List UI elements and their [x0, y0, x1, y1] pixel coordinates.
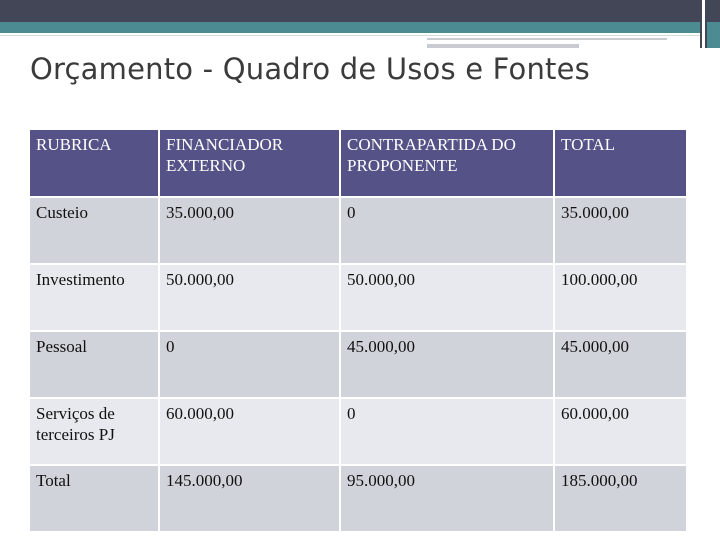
table-row [29, 264, 687, 331]
cell-financiador: 35.000,00 [159, 197, 340, 264]
cell-financiador: 145.000,00 [159, 465, 340, 532]
cell-total: 60.000,00 [554, 398, 687, 465]
cell-total: 45.000,00 [554, 331, 687, 398]
decor-line-2 [427, 44, 579, 48]
corner-gap [702, 0, 705, 48]
table-row [29, 398, 687, 465]
corner-accent [707, 22, 720, 48]
cell-financiador: 0 [159, 331, 340, 398]
cell-financiador: 60.000,00 [159, 398, 340, 465]
cell-contrapartida: 0 [340, 398, 554, 465]
top-accent-bar [0, 22, 700, 33]
cell-rubrica: Custeio [29, 197, 159, 264]
table-row [29, 197, 687, 264]
cell-contrapartida: 50.000,00 [340, 264, 554, 331]
table-total-row [29, 465, 687, 532]
cell-rubrica: Serviços de terceiros PJ [29, 398, 159, 465]
cell-rubrica: Pessoal [29, 331, 159, 398]
cell-rubrica: Investimento [29, 264, 159, 331]
table-header-row [29, 129, 687, 197]
cell-rubrica: Total [29, 465, 159, 532]
cell-total: 100.000,00 [554, 264, 687, 331]
header-financiador-externo: FINANCIADOR EXTERNO [159, 129, 340, 197]
cell-contrapartida: 45.000,00 [340, 331, 554, 398]
header-rubrica: RUBRICA [29, 129, 159, 197]
top-decor-bar [0, 0, 700, 22]
cell-total: 185.000,00 [554, 465, 687, 532]
header-total: TOTAL [554, 129, 687, 197]
cell-contrapartida: 0 [340, 197, 554, 264]
page-title: Orçamento - Quadro de Usos e Fontes [30, 52, 590, 86]
cell-contrapartida: 95.000,00 [340, 465, 554, 532]
decor-line-1 [427, 38, 667, 40]
budget-table [28, 128, 688, 533]
table-row [29, 331, 687, 398]
cell-financiador: 50.000,00 [159, 264, 340, 331]
header-contrapartida: CONTRAPARTIDA DO PROPONENTE [340, 129, 554, 197]
cell-total: 35.000,00 [554, 197, 687, 264]
divider-line [0, 35, 700, 36]
